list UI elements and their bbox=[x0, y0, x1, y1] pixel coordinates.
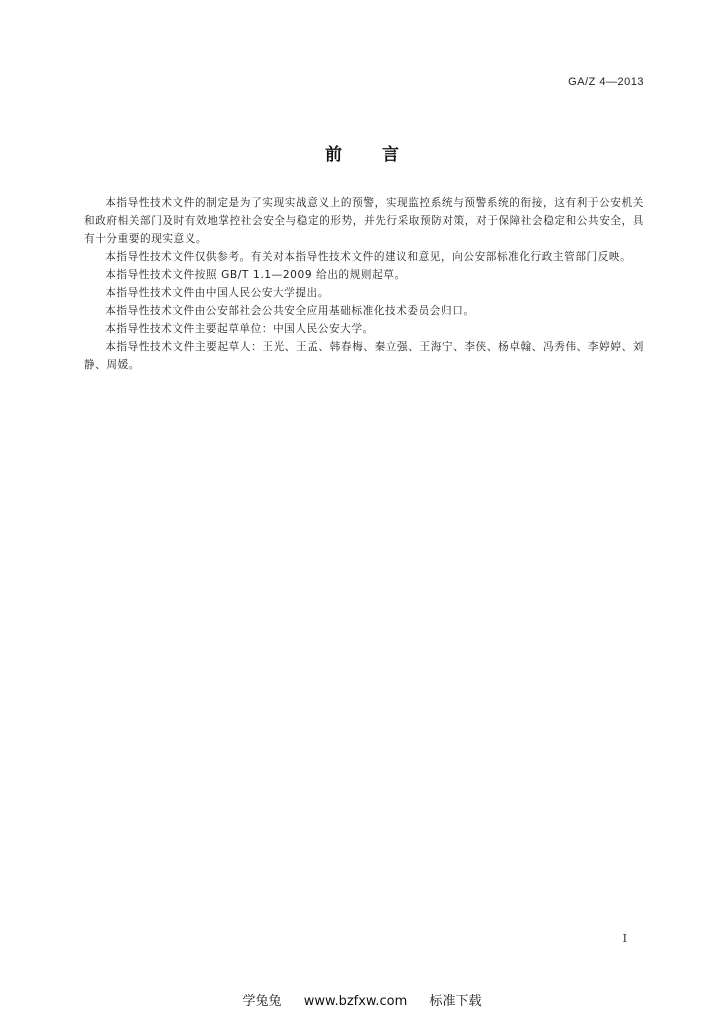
paragraph: 本指导性技术文件主要起草人：王光、王孟、韩春梅、秦立强、王海宁、李侠、杨卓翰、冯秀伟、李婷婷、刘静、周媛。 bbox=[84, 341, 644, 371]
paragraph: 本指导性技术文件按照 GB/T 1.1—2009 给出的规则起草。 bbox=[105, 269, 406, 281]
footer bbox=[0, 990, 724, 1009]
page-title: 前言 bbox=[325, 145, 439, 165]
paragraph: 本指导性技术文件仅供参考。有关对本指导性技术文件的建议和意见，向公安部标准化行政主管部门反映。 bbox=[105, 251, 632, 263]
document-code: GA/Z 4—2013 bbox=[568, 76, 644, 88]
foreword-body bbox=[84, 194, 644, 374]
paragraph: 本指导性技术文件主要起草单位：中国人民公安大学。 bbox=[105, 323, 374, 335]
paragraph: 本指导性技术文件由公安部社会公共安全应用基础标准化技术委员会归口。 bbox=[105, 305, 475, 317]
page-number: I bbox=[622, 932, 627, 945]
footer-site-name: 学兔兔 bbox=[242, 994, 282, 1009]
footer-tagline: 标准下载 bbox=[429, 994, 482, 1009]
paragraph: 本指导性技术文件由中国人民公安大学提出。 bbox=[105, 287, 330, 299]
paragraph: 本指导性技术文件的制定是为了实现实战意义上的预警，实现监控系统与预警系统的衔接，这有利于公安机关和政府相关部门及时有效地掌控社会安全与稳定的形势，并先行采取预防对策，对于保障社会稳定和公共安全，具有十分重要的现实意义。 bbox=[84, 197, 644, 245]
footer-url-link[interactable]: www.bzfxw.com bbox=[303, 994, 408, 1009]
